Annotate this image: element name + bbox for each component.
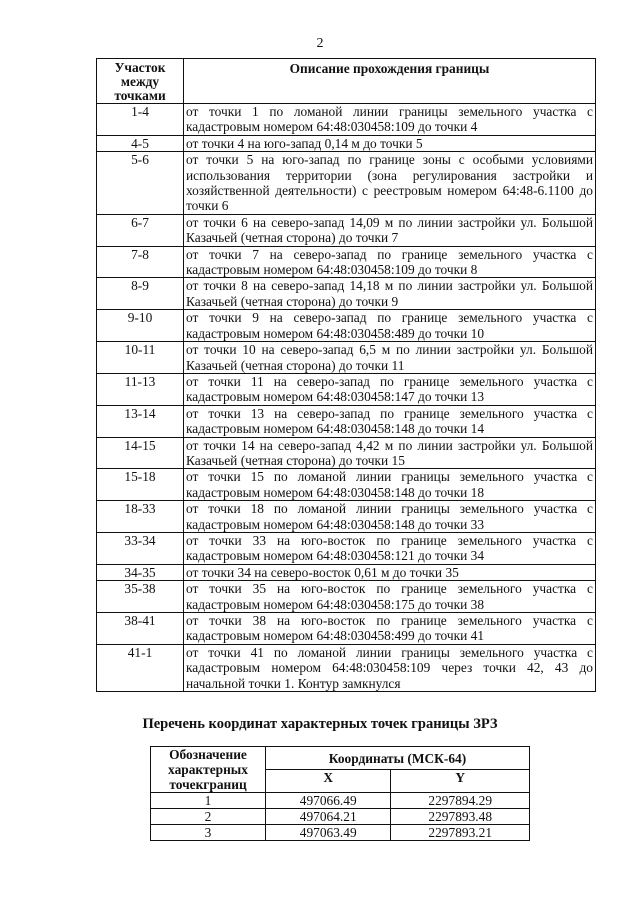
description-cell: от точки 14 на северо-запад 4,42 м по линии застройки ул. Большой Казачьей (четная сторона) до точки 15	[184, 437, 596, 469]
section-cell: 6-7	[97, 214, 184, 246]
description-cell: от точки 35 на юго-восток по границе земельного участка с кадастровым номером 64:48:030458:175 до точки 38	[184, 581, 596, 613]
point-number-cell: 1	[151, 793, 266, 809]
table-row	[97, 532, 596, 564]
table-row	[97, 469, 596, 501]
section-cell: 11-13	[97, 373, 184, 405]
section-cell: 14-15	[97, 437, 184, 469]
description-cell: от точки 9 на северо-запад по границе земельного участка с кадастровым номером 64:48:030458:489 до точки 10	[184, 310, 596, 342]
section-header-line-2: между	[120, 74, 160, 89]
x-coordinate-cell: 497063.49	[266, 825, 391, 841]
description-cell: от точки 4 на юго-запад 0,14 м до точки 5	[184, 135, 596, 151]
point-header-line-1: Обозначение	[169, 747, 247, 762]
section-cell: 5-6	[97, 152, 184, 215]
description-cell: от точки 13 на северо-запад по границе земельного участка с кадастровым номером 64:48:030458:148 до точки 14	[184, 405, 596, 437]
coords-header-row	[151, 747, 530, 770]
section-cell: 18-33	[97, 501, 184, 533]
section-cell: 13-14	[97, 405, 184, 437]
section-cell: 38-41	[97, 613, 184, 645]
table-row	[97, 342, 596, 374]
table-row	[97, 501, 596, 533]
section-header-line-1: Участок	[114, 60, 166, 75]
coordinates-group-header: Координаты (МСК-64)	[266, 747, 530, 770]
table-row	[97, 437, 596, 469]
table-row	[97, 581, 596, 613]
table-row	[97, 104, 596, 136]
description-cell: от точки 1 по ломаной линии границы земельного участка с кадастровым номером 64:48:030458:109 до точки 4	[184, 104, 596, 136]
x-column-header: X	[266, 770, 391, 793]
description-cell: от точки 8 на северо-запад 14,18 м по линии застройки ул. Большой Казачьей (четная сторона) до точки 9	[184, 278, 596, 310]
description-cell: от точки 41 по ломаной линии границы земельного участка с кадастровым номером 64:48:030458:109 через точки 42, 43 до начальной точки 1. Контур замкнулся	[184, 644, 596, 691]
section-cell: 33-34	[97, 532, 184, 564]
point-number-cell: 3	[151, 825, 266, 841]
description-cell: от точки 11 на северо-запад по границе земельного участка с кадастровым номером 64:48:030458:147 до точки 13	[184, 373, 596, 405]
section-cell: 9-10	[97, 310, 184, 342]
point-header-line-3: точекграниц	[169, 777, 247, 792]
description-cell: от точки 5 на юго-запад по границе зоны с особыми условиями использования территории (зона регулирования застройки и хозяйственной деятельности) с реестровым номером 64:48-6.1100 до точки 6	[184, 152, 596, 215]
description-column-header: Описание прохождения границы	[184, 59, 596, 104]
point-number-cell: 2	[151, 809, 266, 825]
table-row	[151, 809, 530, 825]
section-cell: 34-35	[97, 564, 184, 580]
description-cell: от точки 38 на юго-восток по границе земельного участка с кадастровым номером 64:48:030458:499 до точки 41	[184, 613, 596, 645]
description-cell: от точки 15 по ломаной линии границы земельного участка с кадастровым номером 64:48:030458:148 до точки 18	[184, 469, 596, 501]
table-row	[97, 310, 596, 342]
boundary-description-table	[96, 58, 596, 692]
table-row	[97, 564, 596, 580]
section-cell: 4-5	[97, 135, 184, 151]
table-row	[97, 152, 596, 215]
y-coordinate-cell: 2297893.48	[391, 809, 530, 825]
section-cell: 8-9	[97, 278, 184, 310]
table-row	[97, 135, 596, 151]
description-cell: от точки 34 на северо-восток 0,61 м до точки 35	[184, 564, 596, 580]
boundary-table-header-row	[97, 59, 596, 104]
description-cell: от точки 7 на северо-запад по границе земельного участка с кадастровым номером 64:48:030458:109 до точки 8	[184, 246, 596, 278]
coordinates-section-title: Перечень координат характерных точек границы ЗРЗ	[142, 716, 498, 732]
table-row	[97, 214, 596, 246]
section-cell: 35-38	[97, 581, 184, 613]
table-row	[97, 613, 596, 645]
x-coordinate-cell: 497064.21	[266, 809, 391, 825]
section-cell: 10-11	[97, 342, 184, 374]
section-header-line-3: точками	[114, 88, 166, 103]
table-row	[97, 278, 596, 310]
y-column-header: Y	[391, 770, 530, 793]
y-coordinate-cell: 2297893.21	[391, 825, 530, 841]
y-coordinate-cell: 2297894.29	[391, 793, 530, 809]
description-cell: от точки 6 на северо-запад 14,09 м по линии застройки ул. Большой Казачьей (четная сторона) до точки 7	[184, 214, 596, 246]
coordinates-table	[150, 746, 530, 841]
x-coordinate-cell: 497066.49	[266, 793, 391, 809]
section-cell: 15-18	[97, 469, 184, 501]
table-row	[97, 373, 596, 405]
table-row	[97, 644, 596, 691]
description-cell: от точки 18 по ломаной линии границы земельного участка с кадастровым номером 64:48:030458:148 до точки 33	[184, 501, 596, 533]
page-number: 2	[316, 36, 324, 51]
table-row	[97, 246, 596, 278]
section-cell: 41-1	[97, 644, 184, 691]
table-row	[151, 825, 530, 841]
description-cell: от точки 33 на юго-восток по границе земельного участка с кадастровым номером 64:48:030458:121 до точки 34	[184, 532, 596, 564]
table-row	[151, 793, 530, 809]
description-cell: от точки 10 на северо-запад 6,5 м по линии застройки ул. Большой Казачьей (четная сторона) до точки 11	[184, 342, 596, 374]
point-header-line-2: характерных	[168, 762, 248, 777]
table-row	[97, 405, 596, 437]
point-column-header	[151, 747, 266, 793]
section-column-header	[97, 59, 184, 104]
section-cell: 1-4	[97, 104, 184, 136]
section-cell: 7-8	[97, 246, 184, 278]
